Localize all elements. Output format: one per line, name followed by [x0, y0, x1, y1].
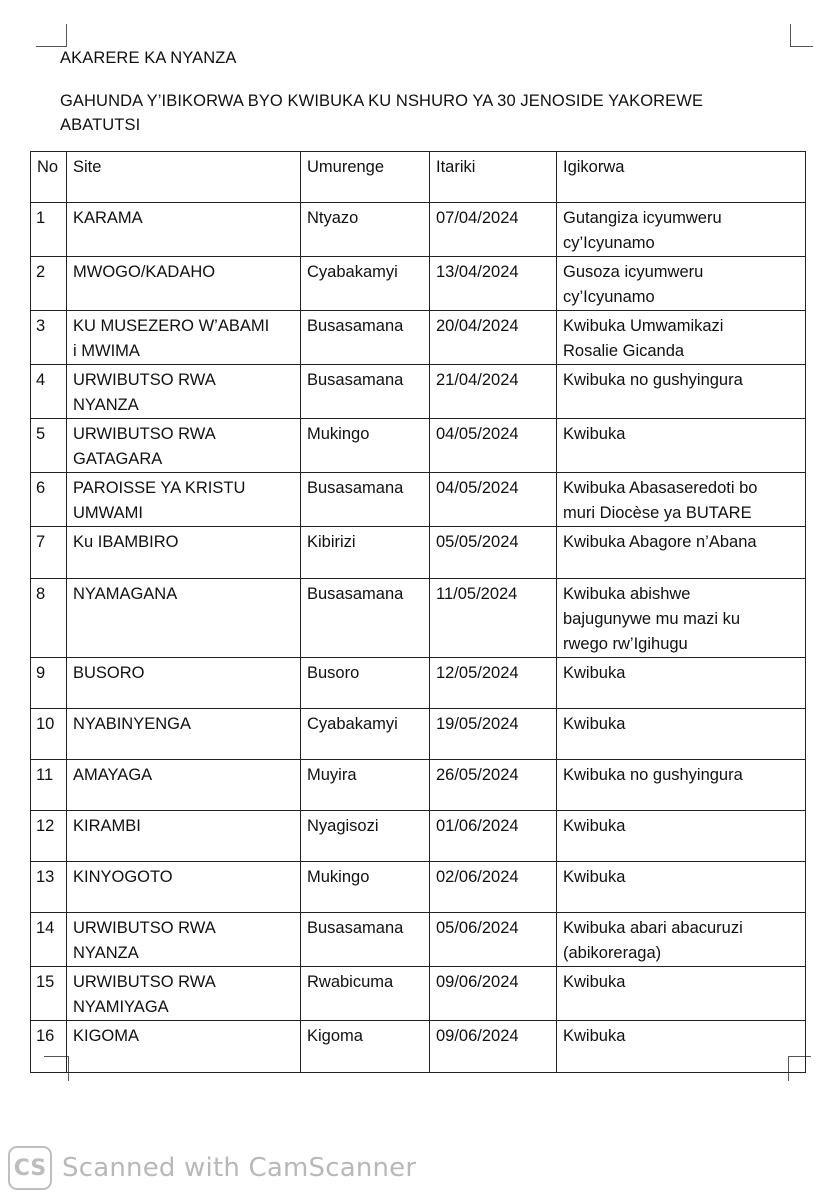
cell-site-line: i MWIMA [73, 342, 140, 360]
table-row [31, 527, 806, 579]
document-title-line-1: GAHUNDA Y’IBIKORWA BYO KWIBUKA KU NSHURO YA 30 JENOSIDE YAKOREWE [60, 92, 704, 110]
cell-igikorwa-line: Kwibuka [563, 1027, 626, 1045]
cell-itariki: 20/04/2024 [430, 311, 557, 365]
cell-igikorwa [557, 709, 806, 760]
cell-site [67, 203, 301, 257]
cell-umurenge: Busasamana [301, 913, 430, 967]
cell-umurenge: Ntyazo [301, 203, 430, 257]
cell-no: 11 [31, 760, 67, 811]
cell-igikorwa-line: Rosalie Gicanda [563, 342, 685, 360]
column-header-itariki: Itariki [430, 152, 557, 203]
cell-no: 2 [31, 257, 67, 311]
cell-site-line: KARAMA [73, 209, 143, 227]
camscanner-logo-icon: CS [8, 1146, 52, 1190]
cell-igikorwa [557, 913, 806, 967]
commemoration-schedule-table [30, 151, 806, 1073]
cell-itariki: 07/04/2024 [430, 203, 557, 257]
cell-no: 5 [31, 419, 67, 473]
cell-igikorwa-line: bajugunywe mu mazi ku [563, 610, 741, 628]
cell-igikorwa-line: Kwibuka Abagore n’Abana [563, 533, 757, 551]
camscanner-watermark [8, 1142, 416, 1194]
cell-site-line: MWOGO/KADAHO [73, 263, 216, 281]
column-header-site: Site [67, 152, 301, 203]
crop-mark-top-left [36, 24, 67, 47]
cell-site [67, 579, 301, 658]
cell-site-line: PAROISSE YA KRISTU [73, 479, 246, 497]
cell-itariki: 21/04/2024 [430, 365, 557, 419]
cell-site [67, 658, 301, 709]
document-title [60, 89, 780, 137]
cell-site-line: URWIBUTSO RWA [73, 425, 216, 443]
table-row [31, 658, 806, 709]
table-row [31, 709, 806, 760]
cell-itariki: 04/05/2024 [430, 419, 557, 473]
cell-no: 1 [31, 203, 67, 257]
cell-site [67, 311, 301, 365]
cell-site-line: BUSORO [73, 664, 145, 682]
cell-igikorwa-line: Kwibuka [563, 664, 626, 682]
table-row [31, 862, 806, 913]
cell-site [67, 913, 301, 967]
cell-igikorwa-line: Kwibuka no gushyingura [563, 766, 743, 784]
cell-site [67, 1021, 301, 1073]
cell-igikorwa [557, 579, 806, 658]
table-row [31, 913, 806, 967]
cell-itariki: 12/05/2024 [430, 658, 557, 709]
table-row [31, 365, 806, 419]
table-row [31, 1021, 806, 1073]
crop-mark-top-right [790, 24, 813, 47]
cell-no: 8 [31, 579, 67, 658]
cell-igikorwa-line: Kwibuka [563, 425, 626, 443]
cell-site-line: UMWAMI [73, 504, 143, 522]
cell-site-line: Ku IBAMBIRO [73, 533, 179, 551]
cell-igikorwa [557, 862, 806, 913]
cell-no: 13 [31, 862, 67, 913]
cell-igikorwa [557, 419, 806, 473]
table-row [31, 311, 806, 365]
cell-igikorwa-line: muri Diocèse ya BUTARE [563, 504, 752, 522]
cell-umurenge: Busasamana [301, 311, 430, 365]
cell-umurenge: Kigoma [301, 1021, 430, 1073]
cell-site-line: URWIBUTSO RWA [73, 973, 216, 991]
column-header-no: No [31, 152, 67, 203]
cell-site-line: GATAGARA [73, 450, 163, 468]
cell-itariki: 09/06/2024 [430, 967, 557, 1021]
cell-itariki: 05/06/2024 [430, 913, 557, 967]
cell-itariki: 05/05/2024 [430, 527, 557, 579]
cell-igikorwa [557, 1021, 806, 1073]
cell-umurenge: Mukingo [301, 419, 430, 473]
cell-no: 14 [31, 913, 67, 967]
cell-itariki: 19/05/2024 [430, 709, 557, 760]
cell-itariki: 11/05/2024 [430, 579, 557, 658]
table-row [31, 760, 806, 811]
cell-no: 12 [31, 811, 67, 862]
cell-umurenge: Cyabakamyi [301, 257, 430, 311]
cell-no: 15 [31, 967, 67, 1021]
district-heading: AKARERE KA NYANZA [60, 49, 237, 67]
cell-umurenge: Busasamana [301, 579, 430, 658]
cell-site [67, 527, 301, 579]
cell-igikorwa-line: (abikoreraga) [563, 944, 662, 962]
table-row [31, 811, 806, 862]
cell-site-line: KINYOGOTO [73, 868, 173, 886]
cell-igikorwa [557, 527, 806, 579]
cell-umurenge: Busoro [301, 658, 430, 709]
cell-itariki: 26/05/2024 [430, 760, 557, 811]
cell-site [67, 862, 301, 913]
cell-igikorwa [557, 760, 806, 811]
document-title-line-2: ABATUTSI [60, 116, 141, 134]
cell-igikorwa [557, 365, 806, 419]
cell-umurenge: Kibirizi [301, 527, 430, 579]
cell-site [67, 709, 301, 760]
table-body [31, 203, 806, 1073]
cell-igikorwa-line: Kwibuka no gushyingura [563, 371, 743, 389]
cell-igikorwa-line: cy’Icyunamo [563, 234, 655, 252]
cell-igikorwa-line: Gutangiza icyumweru [563, 209, 722, 227]
cell-site-line: URWIBUTSO RWA [73, 919, 216, 937]
cell-igikorwa-line: Kwibuka Umwamikazi [563, 317, 724, 335]
cell-no: 16 [31, 1021, 67, 1073]
cell-umurenge: Rwabicuma [301, 967, 430, 1021]
cell-igikorwa-line: cy’Icyunamo [563, 288, 655, 306]
cell-igikorwa [557, 203, 806, 257]
cell-site-line: NYANZA [73, 396, 139, 414]
table-row [31, 257, 806, 311]
cell-site [67, 365, 301, 419]
camscanner-text: Scanned with CamScanner [62, 1153, 417, 1183]
cell-umurenge: Nyagisozi [301, 811, 430, 862]
cell-site-line: AMAYAGA [73, 766, 153, 784]
cell-site-line: NYAMAGANA [73, 585, 178, 603]
table-row [31, 203, 806, 257]
table-header-row [31, 152, 806, 203]
column-header-umurenge: Umurenge [301, 152, 430, 203]
cell-site [67, 811, 301, 862]
cell-site [67, 257, 301, 311]
cell-site-line: URWIBUTSO RWA [73, 371, 216, 389]
cell-itariki: 04/05/2024 [430, 473, 557, 527]
cell-igikorwa-line: Kwibuka [563, 817, 626, 835]
cell-site-line: NYAMIYAGA [73, 998, 169, 1016]
cell-igikorwa [557, 311, 806, 365]
table-row [31, 473, 806, 527]
cell-site-line: KU MUSEZERO W’ABAMI [73, 317, 270, 335]
cell-site [67, 760, 301, 811]
cell-igikorwa-line: Kwibuka abishwe [563, 585, 691, 603]
cell-igikorwa [557, 473, 806, 527]
cell-igikorwa-line: Gusoza icyumweru [563, 263, 704, 281]
cell-no: 7 [31, 527, 67, 579]
cell-umurenge: Busasamana [301, 473, 430, 527]
cell-igikorwa-line: Kwibuka [563, 868, 626, 886]
cell-site [67, 419, 301, 473]
cell-no: 3 [31, 311, 67, 365]
cell-igikorwa-line: Kwibuka Abasaseredoti bo [563, 479, 758, 497]
cell-igikorwa [557, 658, 806, 709]
cell-site [67, 967, 301, 1021]
cell-site [67, 473, 301, 527]
cell-umurenge: Muyira [301, 760, 430, 811]
cell-itariki: 02/06/2024 [430, 862, 557, 913]
cell-site-line: KIGOMA [73, 1027, 140, 1045]
cell-no: 10 [31, 709, 67, 760]
column-header-igikorwa: Igikorwa [557, 152, 806, 203]
cell-umurenge: Busasamana [301, 365, 430, 419]
table-row [31, 967, 806, 1021]
cell-itariki: 01/06/2024 [430, 811, 557, 862]
cell-igikorwa-line: Kwibuka abari abacuruzi [563, 919, 743, 937]
cell-no: 9 [31, 658, 67, 709]
cell-igikorwa-line: rwego rw’Igihugu [563, 635, 688, 653]
cell-igikorwa [557, 967, 806, 1021]
cell-umurenge: Cyabakamyi [301, 709, 430, 760]
cell-igikorwa-line: Kwibuka [563, 715, 626, 733]
cell-no: 4 [31, 365, 67, 419]
cell-igikorwa [557, 257, 806, 311]
cell-no: 6 [31, 473, 67, 527]
cell-itariki: 09/06/2024 [430, 1021, 557, 1073]
cell-site-line: NYANZA [73, 944, 139, 962]
cell-itariki: 13/04/2024 [430, 257, 557, 311]
table-row [31, 579, 806, 658]
table-row [31, 419, 806, 473]
cell-igikorwa [557, 811, 806, 862]
cell-site-line: KIRAMBI [73, 817, 141, 835]
cell-umurenge: Mukingo [301, 862, 430, 913]
cell-site-line: NYABINYENGA [73, 715, 191, 733]
cell-igikorwa-line: Kwibuka [563, 973, 626, 991]
